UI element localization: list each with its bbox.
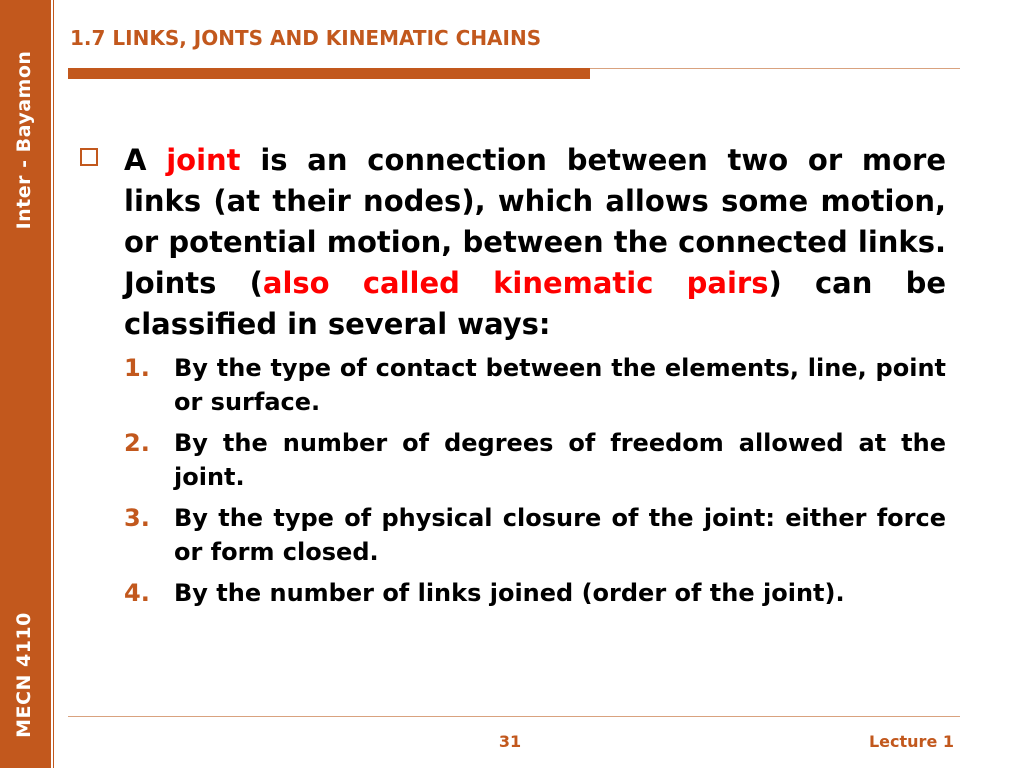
page-number: 31 [498, 732, 522, 751]
classification-list [68, 351, 946, 610]
highlight-term-kinematic-pairs: also called kinematic pairs [262, 266, 769, 300]
list-item-number: 2. [124, 429, 150, 457]
list-item [68, 351, 946, 419]
list-item-text: By the number of links joined (order of the joint). [174, 579, 845, 607]
main-bullet-paragraph [68, 140, 946, 345]
list-item [68, 501, 946, 569]
footer-rule [68, 716, 960, 717]
sidebar-divider [51, 0, 53, 768]
sidebar-institution-label: Inter - Bayamon [13, 50, 35, 230]
sidebar-course-label: MECN 4110 [13, 612, 35, 738]
sidebar [0, 0, 54, 768]
main-text-part-3: ) can be classified in several ways: [124, 266, 947, 341]
main-text-part-1: A [124, 143, 167, 177]
lecture-label: Lecture 1 [868, 732, 954, 751]
list-item-number: 3. [124, 504, 150, 532]
main-text-part-2: is an connection between two or more links (at their nodes), which allows some motion, or potential motion, between the connected links. Joints ( [124, 143, 947, 300]
list-item-text: By the type of physical closure of the joint: either force or form closed. [174, 504, 946, 566]
list-item-number: 4. [124, 579, 150, 607]
highlight-term-joint: joint [166, 143, 241, 177]
square-bullet-icon [80, 148, 98, 166]
list-item-number: 1. [124, 354, 150, 382]
list-item [68, 426, 946, 494]
slide-body [68, 140, 946, 617]
title-accent-bar [68, 68, 590, 79]
list-item-text: By the number of degrees of freedom allowed at the joint. [174, 429, 946, 491]
list-item [68, 576, 946, 610]
slide-title: 1.7 LINKS, JONTS AND KINEMATIC CHAINS [70, 26, 542, 50]
list-item-text: By the type of contact between the elements, line, point or surface. [174, 354, 946, 416]
